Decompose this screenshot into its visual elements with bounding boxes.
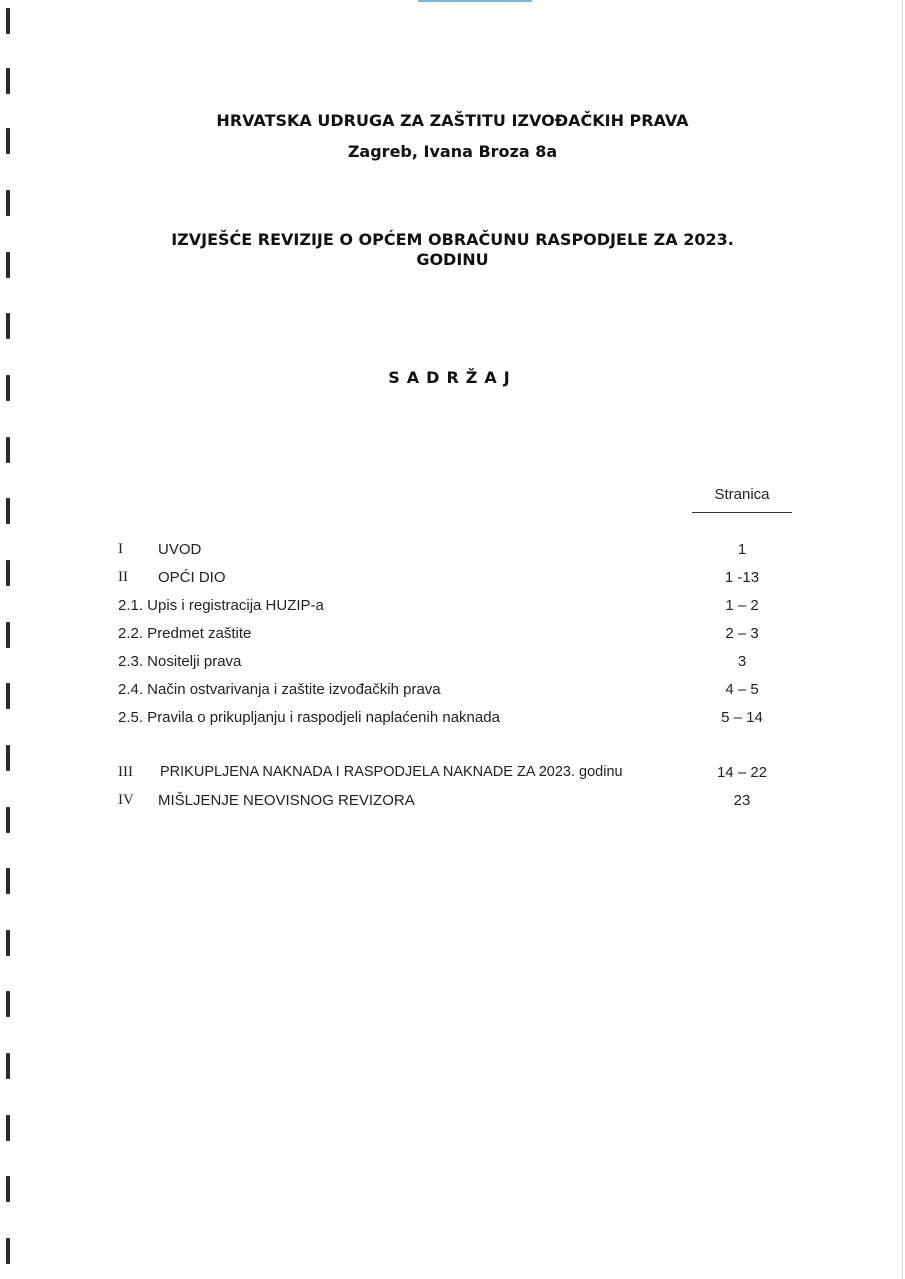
toc-pages: 3 bbox=[737, 653, 747, 670]
contents-heading: SADRŽAJ bbox=[388, 368, 517, 387]
toc-pages: 4 – 5 bbox=[725, 681, 759, 698]
toc-row bbox=[0, 709, 905, 731]
toc-row bbox=[0, 625, 905, 647]
toc-label: MIŠLJENJE NEOVISNOG REVIZORA bbox=[158, 792, 415, 809]
toc-label: 2.5. Pravila o prikupljanju i raspodjeli naplaćenih naknada bbox=[118, 709, 500, 726]
toc-number: II bbox=[118, 569, 128, 585]
report-title-line2: GODINU bbox=[416, 250, 489, 269]
toc-label: PRIKUPLJENA NAKNADA I RASPODJELA NAKNADE ZA 2023. godinu bbox=[160, 764, 623, 780]
organization-name: HRVATSKA UDRUGA ZA ZAŠTITU IZVOĐAČKIH PRAVA bbox=[216, 111, 689, 130]
toc-pages: 14 – 22 bbox=[716, 764, 768, 781]
toc-row bbox=[0, 653, 905, 675]
page-column-label: Stranica bbox=[714, 486, 770, 503]
report-title-line1: IZVJEŠĆE REVIZIJE O OPĆEM OBRAČUNU RASPODJELE ZA 2023. bbox=[171, 230, 734, 249]
toc-label: 2.1. Upis i registracija HUZIP-a bbox=[118, 597, 324, 614]
toc-row bbox=[0, 541, 905, 563]
toc-pages: 5 – 14 bbox=[721, 709, 763, 726]
toc-label: OPĆI DIO bbox=[158, 569, 226, 586]
toc-number: IV bbox=[118, 792, 134, 808]
toc-row bbox=[0, 569, 905, 591]
toc-label: 2.4. Način ostvarivanja i zaštite izvođačkih prava bbox=[118, 681, 441, 698]
organization-address: Zagreb, Ivana Broza 8a bbox=[347, 142, 558, 161]
toc-number: III bbox=[118, 764, 133, 780]
toc-pages: 1 bbox=[737, 541, 747, 558]
toc-label: 2.3. Nositelji prava bbox=[118, 653, 242, 670]
toc-pages: 23 bbox=[733, 792, 751, 809]
toc-pages: 2 – 3 bbox=[725, 625, 759, 642]
toc-label: UVOD bbox=[158, 541, 202, 558]
toc-row bbox=[0, 597, 905, 619]
toc-row bbox=[0, 792, 905, 814]
toc-pages: 1 – 2 bbox=[725, 597, 759, 614]
toc-label: 2.2. Predmet zaštite bbox=[118, 625, 252, 642]
toc-row bbox=[0, 764, 905, 786]
toc-pages: 1 -13 bbox=[724, 569, 760, 586]
toc-row bbox=[0, 681, 905, 703]
toc-number: I bbox=[118, 541, 123, 557]
